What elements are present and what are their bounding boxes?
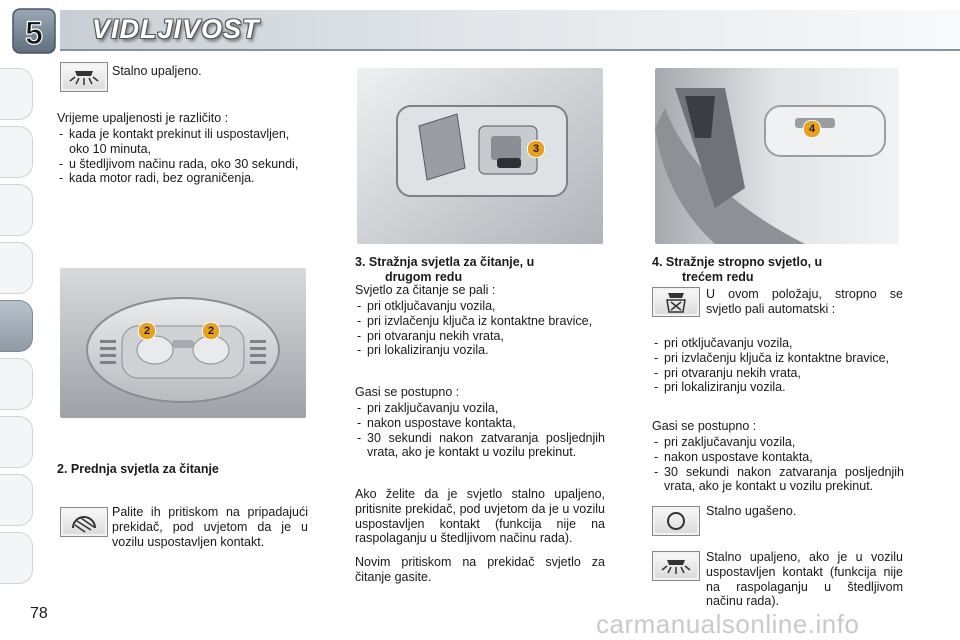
list-item: - pri lokaliziranju vozila. xyxy=(652,380,904,395)
chapter-tab-9[interactable] xyxy=(0,532,33,584)
list-item: - nakon uspostave kontakta, xyxy=(652,450,904,465)
list-item: - kada je kontakt prekinut ili uspostavljen, oko 10 minuta, xyxy=(57,127,310,157)
rear-on-list xyxy=(355,299,605,358)
callout-label-2: 2 xyxy=(202,322,220,340)
section-2-text: Palite ih pritiskom na pripadajući prekidač, pod uvjetom da je u vozilu uspostavljen kontakt. xyxy=(112,505,308,549)
list-item: - pri zaključavanju vozila, xyxy=(652,435,904,450)
section-3-heading-line2: drugom redu xyxy=(385,269,463,284)
page-header xyxy=(0,0,960,58)
rear-off-intro: Gasi se postupno : xyxy=(355,385,460,399)
chapter-tab-2[interactable] xyxy=(0,126,33,178)
chapter-tab-8[interactable] xyxy=(0,474,33,526)
rear-off-list xyxy=(355,401,605,460)
list-item: - pri zaključavanju vozila, xyxy=(355,401,605,416)
chapter-number: 5 xyxy=(25,15,43,51)
lamp-on-ignition-description: Stalno upaljeno, ako je u vozilu uspostavljen kontakt (funkcija nije na raspolaganju u štedljivom načinu rada). xyxy=(706,550,903,609)
ceiling-on-list xyxy=(652,336,904,395)
list-item: - u štedljivom načinu rada, oko 30 sekundi, xyxy=(57,157,310,172)
list-item: - pri otvaranju nekih vrata, xyxy=(355,329,605,344)
section-4-heading-line1: 4. Stražnje stropno svjetlo, u xyxy=(652,255,823,269)
rear-reading-lights-photo xyxy=(357,68,603,244)
duration-intro: Vrijeme upaljenosti je različito : xyxy=(57,111,229,125)
ceiling-off-list xyxy=(652,435,904,494)
chapter-tab-4[interactable] xyxy=(0,242,33,294)
auto-on-description: U ovom položaju, stropno se svjetlo pali automatski : xyxy=(706,287,903,316)
chapter-tab-1[interactable] xyxy=(0,68,33,120)
section-4-heading xyxy=(652,255,822,285)
rear-ceiling-light-photo xyxy=(655,68,899,244)
rear-on-intro: Svjetlo za čitanje se pali : xyxy=(355,283,496,297)
list-item: - 30 sekundi nakon zatvaranja posljednjih vrata, ako je kontakt u vozilu prekinut. xyxy=(355,431,605,461)
ceiling-lamp-on-icon xyxy=(60,62,108,92)
lamp-press-icon xyxy=(60,507,108,537)
callout-label-4: 4 xyxy=(803,120,821,138)
page-number: 78 xyxy=(30,605,48,622)
section-2-heading: 2. Prednja svjetla za čitanje xyxy=(57,462,219,476)
section-3-heading xyxy=(355,255,534,285)
callout-label-2: 2 xyxy=(138,322,156,340)
permanent-on-paragraph: Ako želite da je svjetlo stalno upaljeno, pritisnite prekidač, pod uvjetom da je u vozilu uspostavljen kontakt (funkcija nije na raspolaganju u štedljivom načinu rada). xyxy=(355,487,605,546)
list-item: - nakon uspostave kontakta, xyxy=(355,416,605,431)
lamp-off-description: Stalno ugašeno. xyxy=(706,504,797,518)
front-reading-lights-photo xyxy=(60,268,306,418)
list-item: - 30 sekundi nakon zatvaranja posljednjih vrata, ako je kontakt u vozilu prekinut. xyxy=(652,465,904,495)
ceiling-off-intro: Gasi se postupno : xyxy=(652,419,757,433)
chapter-tab-3[interactable] xyxy=(0,184,33,236)
switch-off-paragraph: Novim pritiskom na prekidač svjetlo za čitanje gasite. xyxy=(355,555,605,584)
list-item: - pri otključavanju vozila, xyxy=(355,299,605,314)
chapter-tab-6[interactable] xyxy=(0,358,33,410)
ceiling-lamp-on-icon xyxy=(652,551,700,581)
page-title: VIDLJIVOST xyxy=(92,14,260,44)
lamp-on-description: Stalno upaljeno. xyxy=(112,64,202,78)
chapter-tabs xyxy=(0,60,38,580)
lamp-off-icon xyxy=(652,506,700,536)
section-3-heading-line1: 3. Stražnja svjetla za čitanje, u xyxy=(355,255,535,269)
callout-label-3: 3 xyxy=(527,140,545,158)
chapter-badge xyxy=(12,8,56,54)
chapter-tab-7[interactable] xyxy=(0,416,33,468)
list-item: - pri otvaranju nekih vrata, xyxy=(652,366,904,381)
list-item: - pri izvlačenju ključa iz kontaktne bravice, xyxy=(355,314,605,329)
list-item: - pri otključavanju vozila, xyxy=(652,336,904,351)
watermark: carmanualsonline.info xyxy=(596,609,860,639)
list-item: - kada motor radi, bez ograničenja. xyxy=(57,171,310,186)
lamp-door-icon xyxy=(652,287,700,317)
chapter-tab-5-active[interactable] xyxy=(0,300,33,352)
list-item: - pri izvlačenju ključa iz kontaktne bravice, xyxy=(652,351,904,366)
section-4-heading-line2: trećem redu xyxy=(682,269,754,284)
list-item: - pri lokaliziranju vozila. xyxy=(355,343,605,358)
duration-list xyxy=(57,127,310,186)
